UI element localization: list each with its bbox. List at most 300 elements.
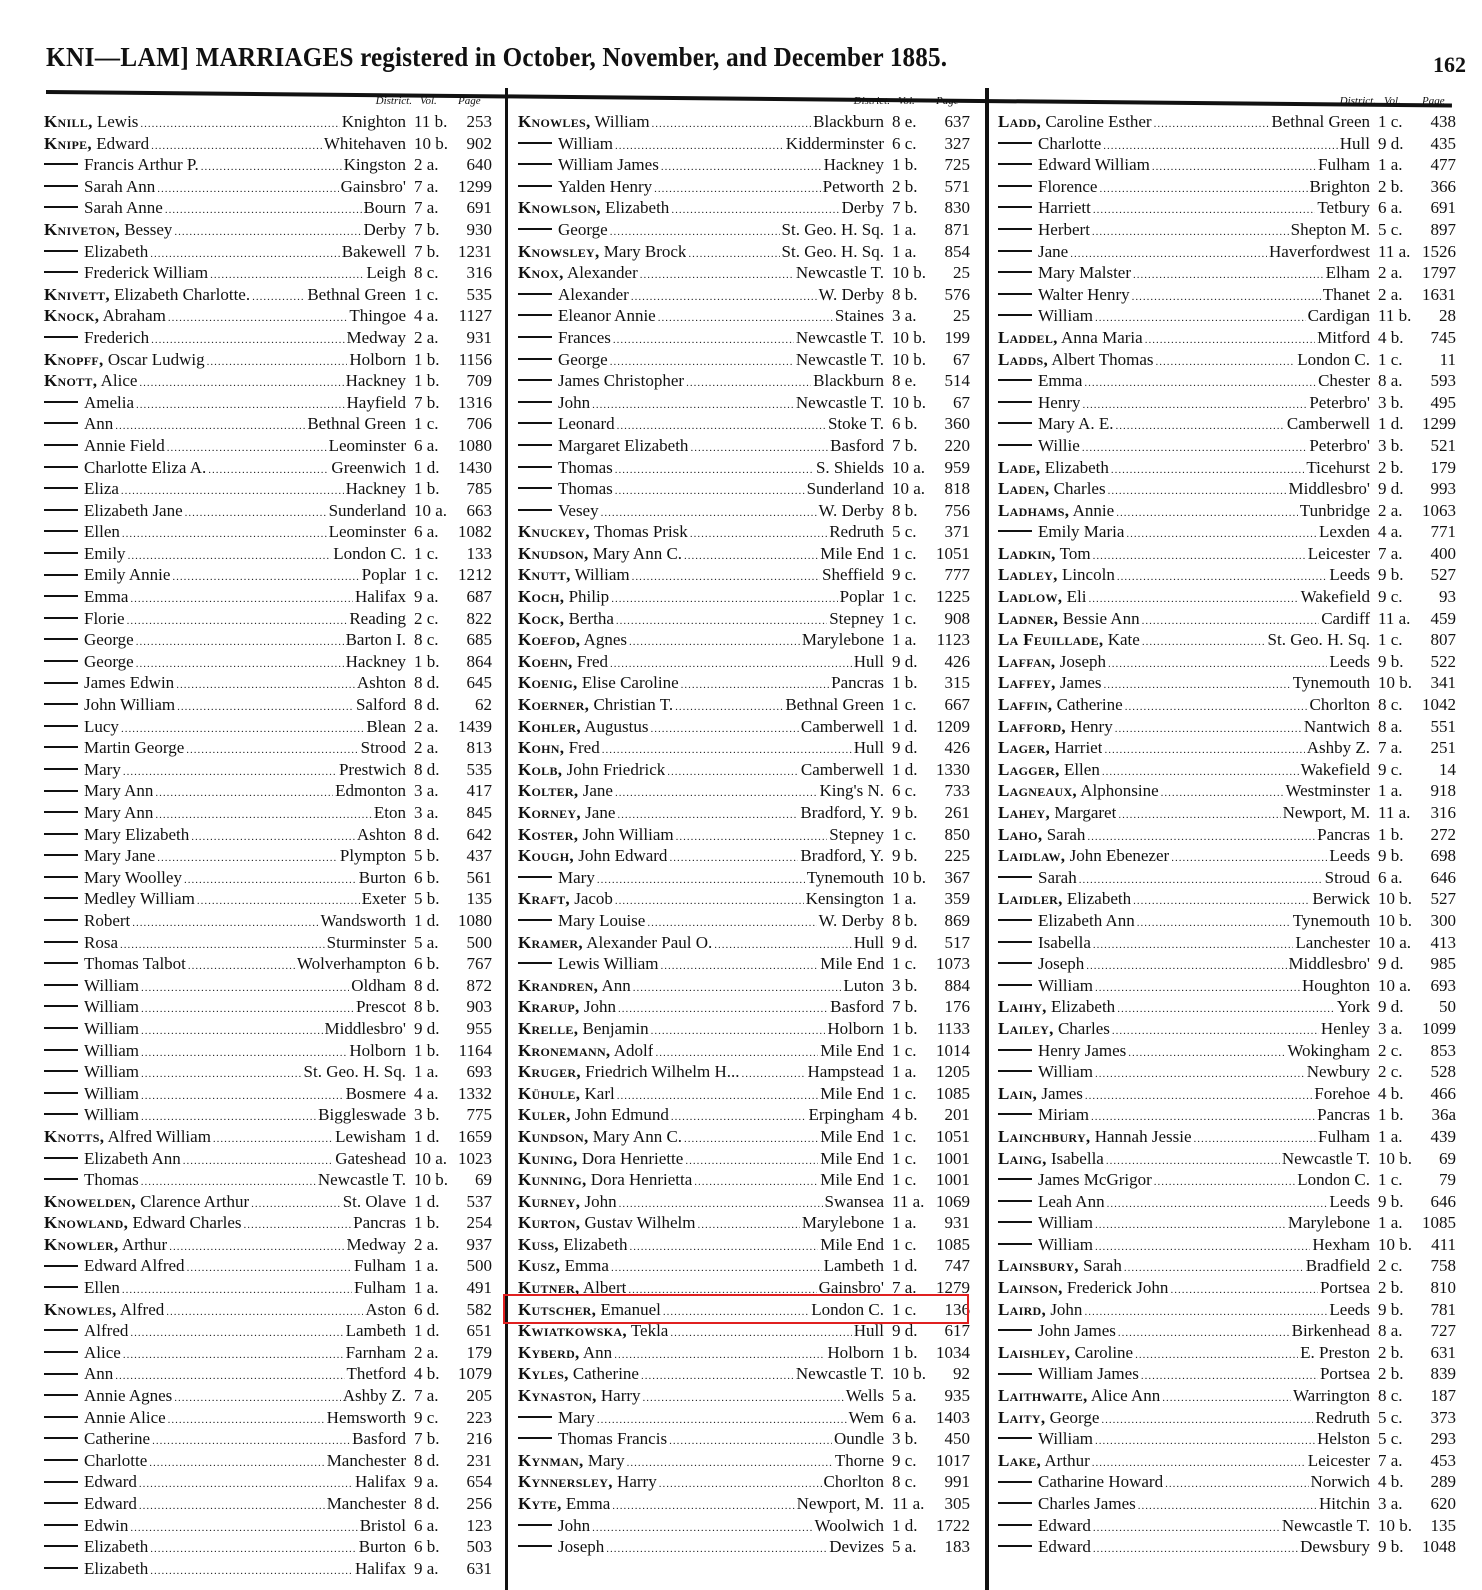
district: Wandsworth <box>320 910 406 930</box>
given-names: Vesey <box>558 500 599 520</box>
given-names: William <box>84 1040 140 1060</box>
register-entry <box>44 996 492 1018</box>
given-names: Annie <box>1072 500 1115 520</box>
page-ref: 902 <box>466 133 492 153</box>
given-names: Bessie Ann <box>1062 608 1140 628</box>
volume: 9 a. <box>414 1558 439 1578</box>
page-ref: 1001 <box>936 1170 970 1190</box>
district: Birkenhead <box>1291 1321 1370 1341</box>
volume: 8 b. <box>892 500 918 520</box>
given-names: Elizabeth Ann <box>1038 910 1135 930</box>
given-names: Elizabeth <box>563 1234 628 1254</box>
ditto-dash <box>44 1567 78 1569</box>
register-entry <box>998 543 1456 565</box>
ditto-dash <box>518 1524 552 1526</box>
page-ref: 1316 <box>458 392 492 412</box>
given-names: Abraham <box>102 306 166 326</box>
volume: 9 d. <box>892 1321 918 1341</box>
district: Mile End <box>820 1148 884 1168</box>
district: Mile End <box>820 1083 884 1103</box>
volume: 10 a. <box>892 479 926 499</box>
entry-name <box>518 564 630 586</box>
volume: 3 a. <box>1378 1018 1403 1038</box>
leader-dots <box>614 1345 825 1367</box>
title-main: MARRIAGES <box>195 42 354 72</box>
entry-name <box>998 305 1093 327</box>
volume: 6 c. <box>892 781 917 801</box>
surname: Knowlson, <box>518 198 601 218</box>
page-ref: 1403 <box>936 1407 970 1427</box>
district: London C. <box>1297 1170 1370 1190</box>
given-names: Sarah Anne <box>84 198 163 218</box>
register-entry <box>518 737 970 759</box>
surname: Kramer, <box>518 932 583 952</box>
header-vol: Vol. <box>420 95 437 107</box>
entry-name <box>998 996 1115 1018</box>
leader-dots <box>1099 179 1307 201</box>
district: Bethnal Green <box>307 414 406 434</box>
header-page: Page <box>1422 95 1445 107</box>
district: Holborn <box>349 349 406 369</box>
surname: Kruger, <box>518 1062 581 1082</box>
given-names: Benjamin <box>582 1018 649 1038</box>
leader-dots <box>127 611 348 633</box>
district: Warrington <box>1293 1386 1370 1406</box>
page-ref: 527 <box>1430 565 1456 585</box>
district: Cardiff <box>1321 608 1370 628</box>
leader-dots <box>123 1345 344 1367</box>
ditto-dash <box>44 833 78 835</box>
page-ref: 477 <box>1430 155 1456 175</box>
given-names: Alfred <box>84 1321 129 1341</box>
entry-name <box>518 975 631 997</box>
register-entry <box>44 111 492 133</box>
surname: Kusz, <box>518 1256 561 1276</box>
leader-dots <box>606 1539 827 1561</box>
page-ref: 417 <box>466 781 492 801</box>
entry-name <box>998 1212 1093 1234</box>
page-ref: 133 <box>466 543 492 563</box>
register-entry <box>998 932 1456 954</box>
ditto-dash <box>44 1394 78 1396</box>
surname: Laden, <box>998 479 1050 499</box>
leader-dots <box>1170 1280 1318 1302</box>
given-names: Margaret Elizabeth <box>558 435 689 455</box>
register-entry <box>518 457 970 479</box>
volume: 2 a. <box>414 1234 439 1254</box>
district: Manchester <box>326 1494 406 1513</box>
page-ref: 935 <box>944 1386 970 1406</box>
entry-name <box>518 1191 617 1213</box>
register-entry <box>44 586 492 608</box>
leader-dots <box>1116 416 1285 438</box>
given-names: Hannah Jessie <box>1094 1126 1192 1146</box>
register-entry <box>44 478 492 500</box>
given-names: George <box>1049 1407 1100 1427</box>
volume: 2 a. <box>1378 263 1403 283</box>
register-entry <box>998 1040 1456 1062</box>
ditto-dash <box>998 1545 1032 1547</box>
volume: 1 c. <box>892 608 917 628</box>
entry-name <box>998 651 1106 673</box>
register-entry <box>998 564 1456 586</box>
entry-name <box>518 500 599 522</box>
district: Leeds <box>1329 1299 1370 1319</box>
district: Salford <box>355 695 406 715</box>
surname: Korney, <box>518 803 581 822</box>
volume: 10 a. <box>1378 975 1412 995</box>
entry-name <box>44 694 175 716</box>
page-ref: 1063 <box>1422 500 1456 520</box>
volume: 8 d. <box>414 695 440 715</box>
surname: Laffan, <box>998 651 1056 671</box>
volume: 1 a. <box>1378 781 1403 801</box>
ditto-dash <box>998 293 1032 295</box>
volume: 1 d. <box>892 1256 918 1276</box>
surname: Laffin, <box>998 695 1053 715</box>
district: London C. <box>811 1299 884 1319</box>
given-names: Joseph <box>1059 651 1106 671</box>
volume: 7 a. <box>414 176 439 196</box>
column-header <box>998 95 1456 111</box>
surname: Lailey, <box>998 1018 1054 1038</box>
district: Blackburn <box>813 112 884 131</box>
given-names: Mary A. E. <box>1038 414 1114 434</box>
district: Fulham <box>354 1278 406 1298</box>
given-names: Leah Ann <box>1038 1191 1105 1211</box>
given-names: Mary Jane <box>84 846 156 866</box>
district: Newcastle T. <box>317 1170 406 1190</box>
page-ref: 514 <box>944 371 970 391</box>
volume: 1 c. <box>892 587 917 607</box>
leader-dots <box>1093 1518 1280 1540</box>
surname: Laithwaite, <box>998 1386 1088 1406</box>
register-entry <box>998 435 1456 457</box>
volume: 4 b. <box>414 1364 440 1384</box>
leader-dots <box>155 783 333 805</box>
register-entry <box>998 457 1456 479</box>
register-entry <box>518 1493 970 1515</box>
page-ref: 576 <box>944 284 970 304</box>
leader-dots <box>174 1388 340 1410</box>
register-entry <box>998 759 1456 781</box>
volume: 1 d. <box>892 759 918 779</box>
surname: Kolb, <box>518 759 563 779</box>
given-names: Elizabeth <box>1066 889 1132 909</box>
given-names: Caroline Esther <box>1045 112 1152 131</box>
leader-dots <box>139 1474 353 1496</box>
district: Wem <box>848 1407 884 1427</box>
given-names: Mary <box>84 759 121 779</box>
volume: 1 a. <box>892 1062 917 1082</box>
register-entry <box>518 241 970 263</box>
leader-dots <box>1118 805 1280 827</box>
ditto-dash <box>998 1049 1032 1051</box>
page-ref: 1085 <box>1422 1213 1456 1233</box>
register-entry <box>44 953 492 975</box>
register-entry <box>518 608 970 630</box>
district: Basford <box>830 997 884 1017</box>
district: Sturminster <box>326 932 406 952</box>
district: Barton I. <box>345 630 406 650</box>
page-ref: 25 <box>953 263 970 283</box>
register-entry <box>44 1234 492 1256</box>
volume: 1 a. <box>892 1213 917 1233</box>
page-ref: 640 <box>466 155 492 175</box>
page-ref: 373 <box>1430 1407 1456 1427</box>
register-entry <box>44 413 492 435</box>
leader-dots <box>152 1431 350 1453</box>
leader-dots <box>1095 1215 1286 1237</box>
volume: 8 d. <box>414 1450 440 1470</box>
page-ref: 551 <box>1430 716 1456 736</box>
given-names: Miriam <box>1038 1105 1089 1125</box>
volume: 8 b. <box>892 284 918 304</box>
entry-name <box>998 1363 1139 1385</box>
leader-dots <box>631 287 817 309</box>
leader-dots <box>667 762 799 784</box>
given-names: William <box>1038 306 1094 326</box>
district: Derby <box>841 198 884 218</box>
surname: Knox, <box>518 263 564 283</box>
page-ref: 698 <box>1430 846 1456 866</box>
entry-name <box>44 1234 167 1256</box>
given-names: John <box>558 392 591 412</box>
register-entry <box>518 197 970 219</box>
register-entry <box>998 651 1456 673</box>
volume: 3 b. <box>414 1105 440 1125</box>
given-names: John <box>583 997 616 1017</box>
page-ref: 366 <box>1430 176 1456 196</box>
district: Leicester <box>1307 1450 1370 1470</box>
district: Blean <box>366 716 406 736</box>
district: Marylebone <box>1287 1213 1370 1233</box>
district: Gainsbro' <box>340 176 406 196</box>
entry-name <box>518 694 673 716</box>
volume: 9 b. <box>1378 1299 1404 1319</box>
leader-dots <box>697 1215 799 1237</box>
given-names: Ellen <box>84 1278 120 1298</box>
surname: Krandren, <box>518 975 599 995</box>
entry-name <box>44 1407 166 1429</box>
register-entry <box>518 219 970 241</box>
volume: 5 c. <box>1378 1407 1403 1427</box>
leader-dots <box>122 524 327 546</box>
surname: Laity, <box>998 1407 1046 1427</box>
entry-name <box>518 737 600 759</box>
district: Norwich <box>1310 1472 1370 1492</box>
volume: 9 c. <box>414 1407 439 1427</box>
register-entry <box>998 737 1456 759</box>
volume: 1 b. <box>892 1342 918 1362</box>
given-names: Ann <box>601 975 631 995</box>
given-names: Jane <box>585 803 616 822</box>
given-names: Alice Ann <box>1090 1386 1161 1406</box>
surname: Kyles, <box>518 1364 569 1384</box>
given-names: Emanuel <box>600 1299 661 1319</box>
ditto-dash <box>998 185 1032 187</box>
entry-name <box>44 564 170 586</box>
given-names: Jacob <box>574 889 613 909</box>
volume: 1 b. <box>1378 1105 1404 1125</box>
given-names: John <box>584 1191 617 1211</box>
district: Ashby Z. <box>342 1386 406 1406</box>
given-names: Dora Henriette <box>581 1148 684 1168</box>
ditto-dash <box>44 1113 78 1115</box>
entry-name <box>44 1277 120 1299</box>
leader-dots <box>592 395 794 417</box>
entry-name <box>998 716 1113 738</box>
leader-dots <box>168 308 347 330</box>
page-ref: 854 <box>944 241 970 261</box>
leader-dots <box>139 1496 325 1518</box>
entry-name <box>518 111 650 133</box>
register-entry <box>998 1320 1456 1342</box>
given-names: James Christopher <box>558 371 685 391</box>
ditto-dash <box>44 984 78 986</box>
given-names: Catherine <box>1056 695 1123 715</box>
leader-dots <box>632 567 820 589</box>
volume: 2 b. <box>1378 1364 1404 1384</box>
register-entry <box>44 327 492 349</box>
entry-name <box>518 1385 641 1407</box>
page-ref: 1042 <box>1422 695 1456 715</box>
register-entry <box>998 824 1456 846</box>
page-ref: 845 <box>466 803 492 822</box>
district: Newcastle T. <box>795 1364 884 1384</box>
surname: Lagger, <box>998 759 1060 779</box>
district: Mile End <box>820 1170 884 1190</box>
page-ref: 254 <box>466 1213 492 1233</box>
ditto-dash <box>44 1265 78 1267</box>
ditto-dash <box>44 682 78 684</box>
district: London C. <box>1297 349 1370 369</box>
ditto-dash <box>518 358 552 360</box>
ditto-dash <box>44 1092 78 1094</box>
register-entry <box>44 435 492 457</box>
page-ref: 1085 <box>936 1083 970 1103</box>
leader-dots <box>150 1539 357 1561</box>
volume: 1 c. <box>1378 630 1403 650</box>
leader-dots <box>169 1237 344 1259</box>
ditto-dash <box>44 1286 78 1288</box>
given-names: Florie <box>84 608 125 628</box>
given-names: Martin George <box>84 738 185 758</box>
entry-name <box>518 1234 627 1256</box>
ditto-dash <box>518 228 552 230</box>
given-names: Bessey <box>124 219 173 239</box>
ditto-dash <box>44 1502 78 1504</box>
volume: 10 b. <box>892 263 926 283</box>
district: Hackney <box>345 479 406 499</box>
page-ref: 92 <box>953 1364 970 1384</box>
district: Berwick <box>1312 889 1370 909</box>
district: Poplar <box>361 565 406 585</box>
volume: 1 d. <box>1378 414 1404 434</box>
volume: 8 e. <box>892 112 917 131</box>
register-entry <box>998 888 1456 910</box>
leader-dots <box>132 913 318 935</box>
register-entry <box>44 1493 492 1515</box>
register-entry <box>44 1040 492 1062</box>
entry-name <box>44 716 119 738</box>
leader-dots <box>1142 632 1266 654</box>
entry-name <box>44 1493 137 1515</box>
entry-name <box>998 608 1140 630</box>
given-names: Sarah <box>1083 1256 1122 1276</box>
leader-dots <box>640 265 794 287</box>
leader-dots <box>208 460 329 482</box>
register-entry <box>998 1234 1456 1256</box>
ditto-dash <box>998 1373 1032 1375</box>
page-ref: 691 <box>466 198 492 218</box>
entry-name <box>44 1169 139 1191</box>
page-ref: 785 <box>466 479 492 499</box>
ditto-dash <box>44 1351 78 1353</box>
leader-dots <box>742 1064 806 1086</box>
entry-name <box>44 262 208 284</box>
leader-dots <box>650 719 798 741</box>
page-ref: 1156 <box>458 349 492 369</box>
district: St. Geo. H. Sq. <box>1267 630 1370 650</box>
ditto-dash <box>998 876 1032 878</box>
register-column-1 <box>44 95 492 1579</box>
ditto-dash <box>44 552 78 554</box>
district: Thetford <box>346 1364 406 1384</box>
ditto-dash <box>44 401 78 403</box>
entry-name <box>998 1277 1168 1299</box>
district: Bristol <box>359 1515 406 1535</box>
given-names: Joseph <box>1038 954 1085 974</box>
given-names: Oscar Ludwig <box>107 349 205 369</box>
leader-dots <box>612 1496 794 1518</box>
surname: Kühule, <box>518 1083 581 1103</box>
page-ref: 11 <box>1439 349 1456 369</box>
page-ref: 1079 <box>458 1364 492 1384</box>
surname: Koenig, <box>518 673 578 693</box>
leader-dots <box>633 978 842 1000</box>
given-names: Mary Elizabeth <box>84 824 190 844</box>
register-entry <box>998 1191 1456 1213</box>
surname: Ladd, <box>998 112 1042 131</box>
volume: 4 a. <box>414 306 439 326</box>
district: Luton <box>843 975 884 995</box>
entry-name <box>518 219 608 241</box>
given-names: Edwin <box>84 1515 129 1535</box>
entry-name <box>518 586 609 608</box>
entry-name <box>44 1342 121 1364</box>
given-names: Isabella <box>1050 1148 1104 1168</box>
register-entry <box>44 1148 492 1170</box>
volume: 8 b. <box>414 997 440 1017</box>
volume: 8 c. <box>892 1472 917 1492</box>
leader-dots <box>641 1366 794 1388</box>
leader-dots <box>1165 1474 1308 1496</box>
volume: 6 a. <box>1378 867 1403 887</box>
district: Forehoe <box>1314 1083 1370 1103</box>
district: Wolverhampton <box>296 954 406 974</box>
given-names: William <box>594 112 650 131</box>
district: Camberwell <box>1286 414 1370 434</box>
given-names: Catherine <box>572 1364 639 1384</box>
given-names: Catharine Howard <box>1038 1472 1164 1492</box>
page-ref: 993 <box>1430 479 1456 499</box>
volume: 2 b. <box>1378 1278 1404 1298</box>
district: Leeds <box>1329 1191 1370 1211</box>
register-entry <box>998 1342 1456 1364</box>
ditto-dash <box>44 1416 78 1418</box>
volume: 3 a. <box>414 803 439 822</box>
